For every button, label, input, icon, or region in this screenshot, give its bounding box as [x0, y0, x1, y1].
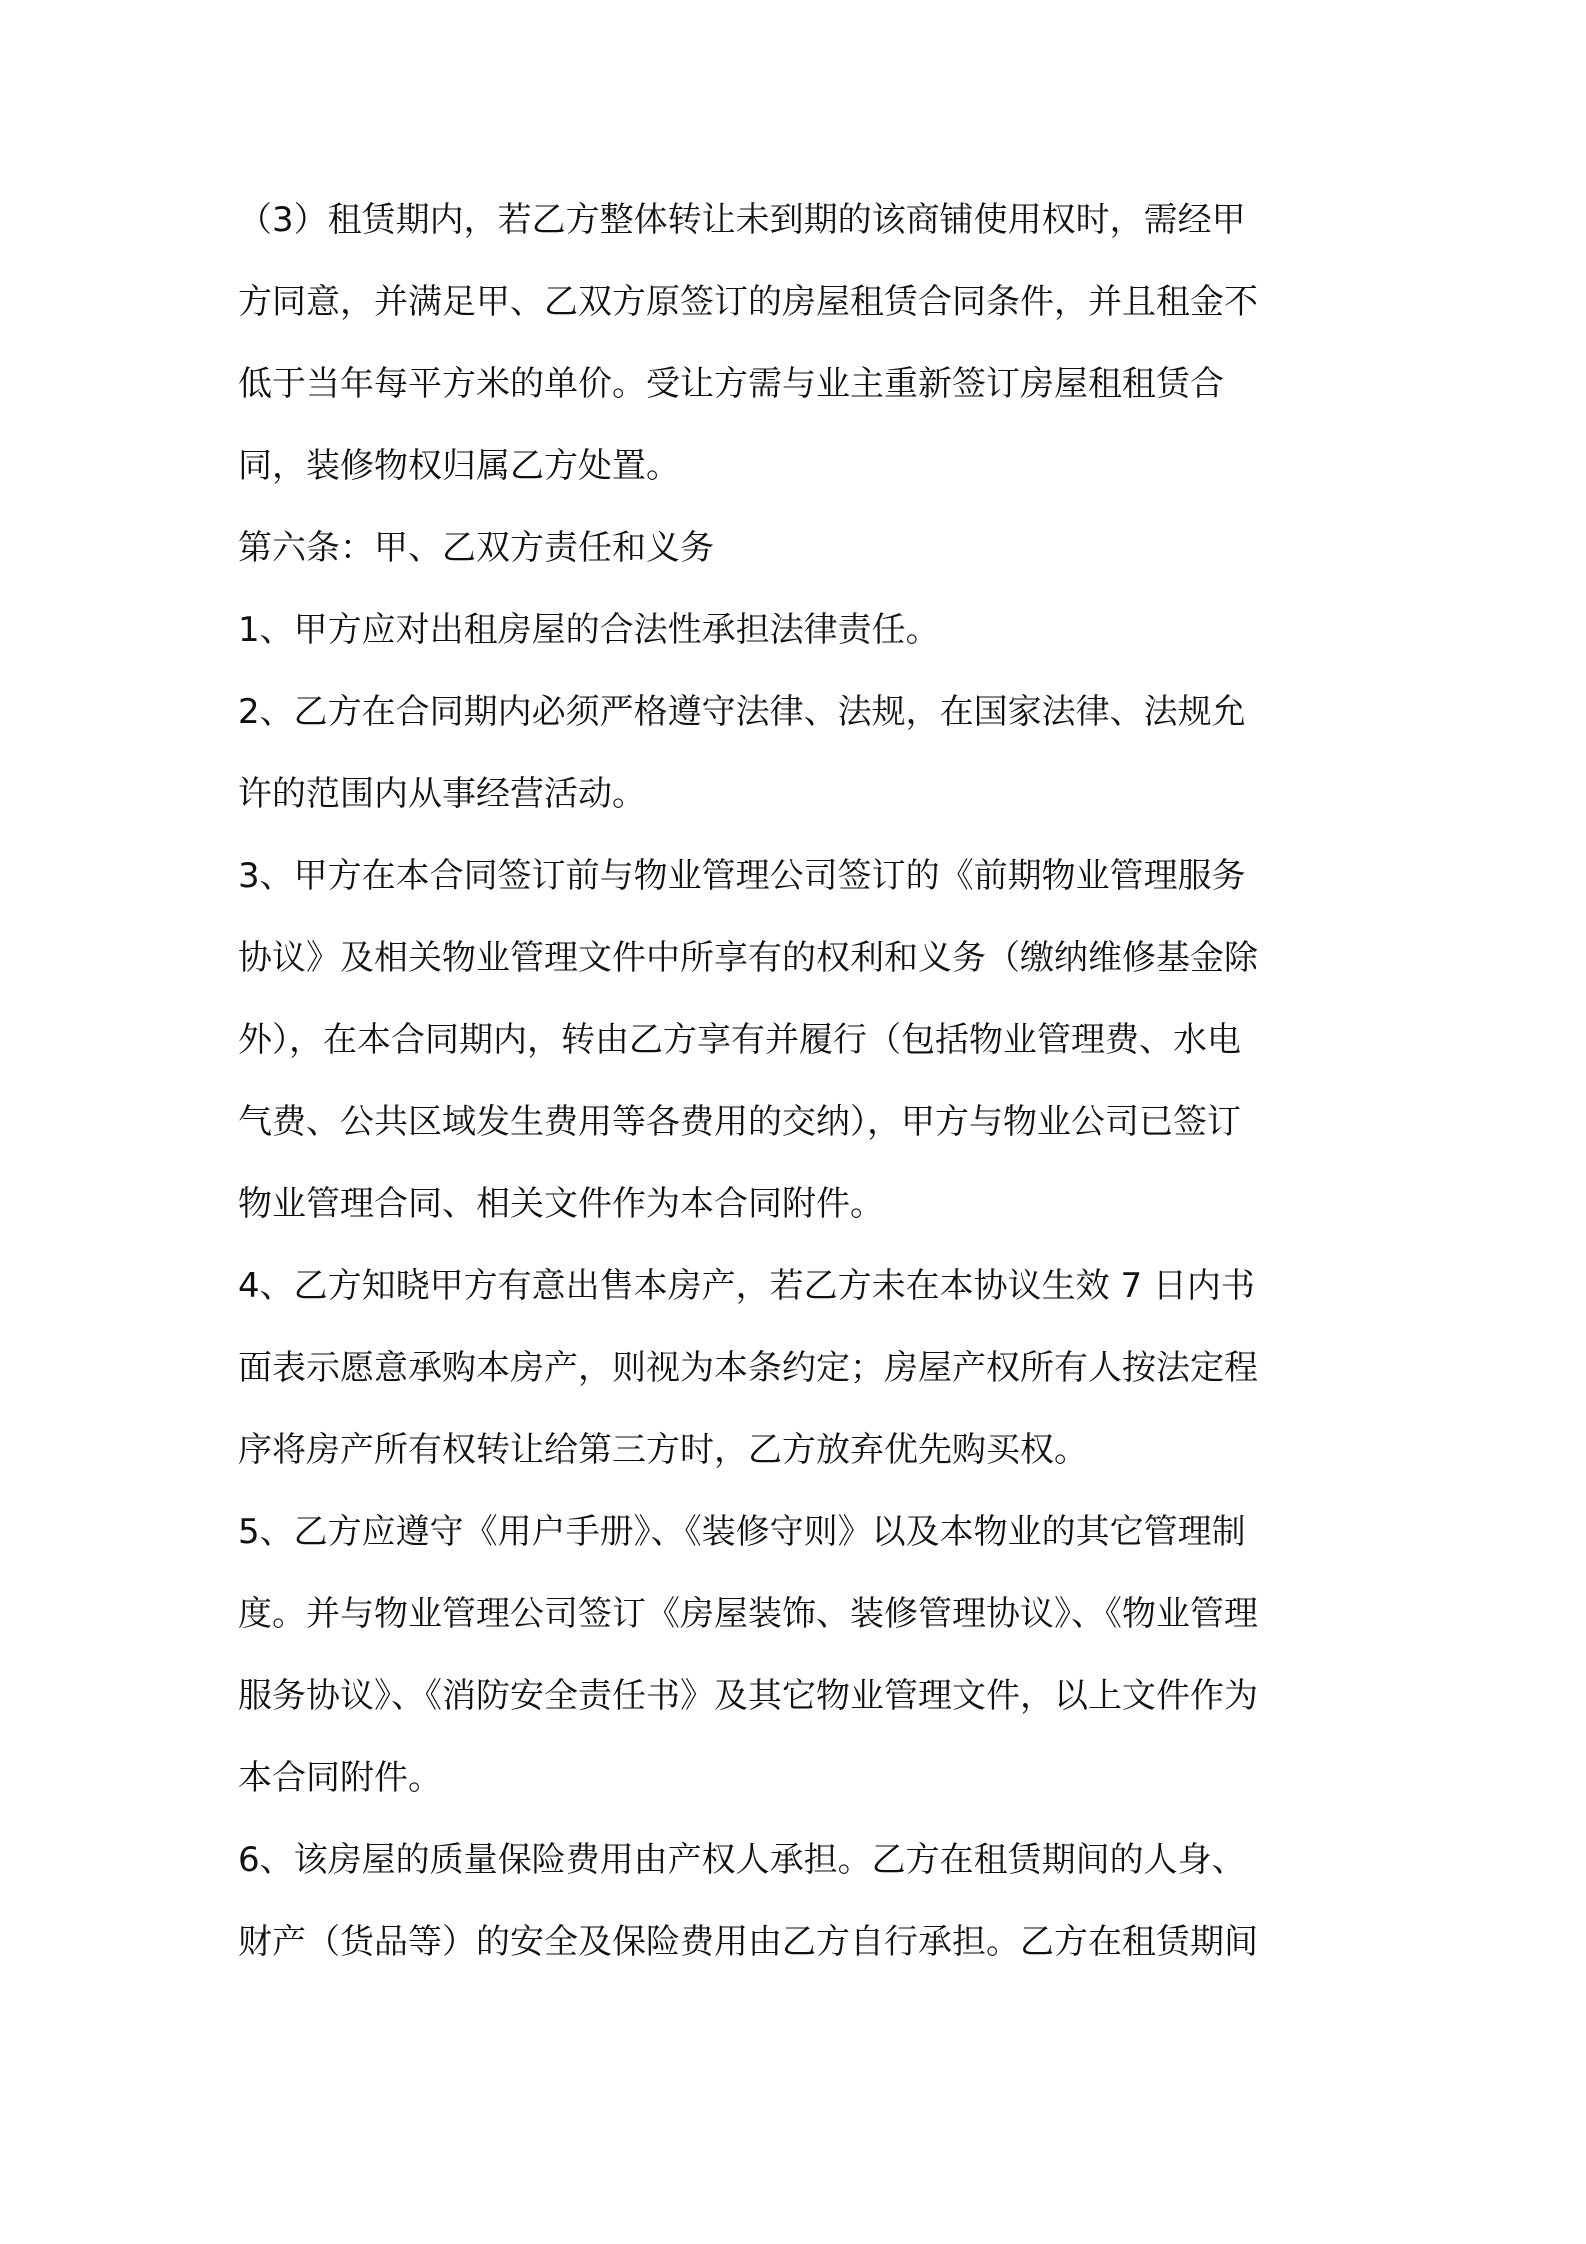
section-heading: 第六条：甲、乙双方责任和义务	[238, 528, 714, 568]
text-line: 物业管理合同、相关文件作为本合同附件。	[238, 1184, 884, 1224]
text-line: 低于当年每平方米的单价。受让方需与业主重新签订房屋租租赁合	[238, 364, 1224, 404]
text-line: 协议》及相关物业管理文件中所享有的权利和义务（缴纳维修基金除	[238, 938, 1258, 978]
text-line: 同，装修物权归属乙方处置。	[238, 446, 680, 486]
text-line: 6、该房屋的质量保险费用由产权人承担。乙方在租赁期间的人身、	[238, 1840, 1246, 1880]
text-line: 服务协议》、《消防安全责任书》及其它物业管理文件，以上文件作为	[238, 1676, 1258, 1716]
text-line: 5、乙方应遵守《用户手册》、《装修守则》以及本物业的其它管理制	[238, 1512, 1246, 1552]
text-line: （3）租赁期内，若乙方整体转让未到期的该商铺使用权时，需经甲	[238, 200, 1246, 240]
text-line: 外），在本合同期内，转由乙方享有并履行（包括物业管理费、水电	[238, 1020, 1241, 1060]
text-line: 3、甲方在本合同签订前与物业管理公司签订的《前期物业管理服务	[238, 856, 1246, 896]
text-line: 许的范围内从事经营活动。	[238, 774, 646, 814]
text-line: 财产（货品等）的安全及保险费用由乙方自行承担。乙方在租赁期间	[238, 1922, 1258, 1962]
text-line: 4、乙方知晓甲方有意出售本房产，若乙方未在本协议生效 7 日内书	[238, 1266, 1255, 1306]
text-line: 序将房产所有权转让给第三方时，乙方放弃优先购买权。	[238, 1430, 1088, 1470]
text-line: 气费、公共区域发生费用等各费用的交纳），甲方与物业公司已签订	[238, 1102, 1241, 1142]
document-body	[238, 200, 1358, 2004]
text-line: 1、甲方应对出租房屋的合法性承担法律责任。	[238, 610, 940, 650]
text-line: 2、乙方在合同期内必须严格遵守法律、法规，在国家法律、法规允	[238, 692, 1246, 732]
text-line: 面表示愿意承购本房产，则视为本条约定；房屋产权所有人按法定程	[238, 1348, 1258, 1388]
text-line: 本合同附件。	[238, 1758, 442, 1798]
text-line: 度。并与物业管理公司签订《房屋装饰、装修管理协议》、《物业管理	[238, 1594, 1258, 1634]
text-line: 方同意，并满足甲、乙双方原签订的房屋租赁合同条件，并且租金不	[238, 282, 1258, 322]
